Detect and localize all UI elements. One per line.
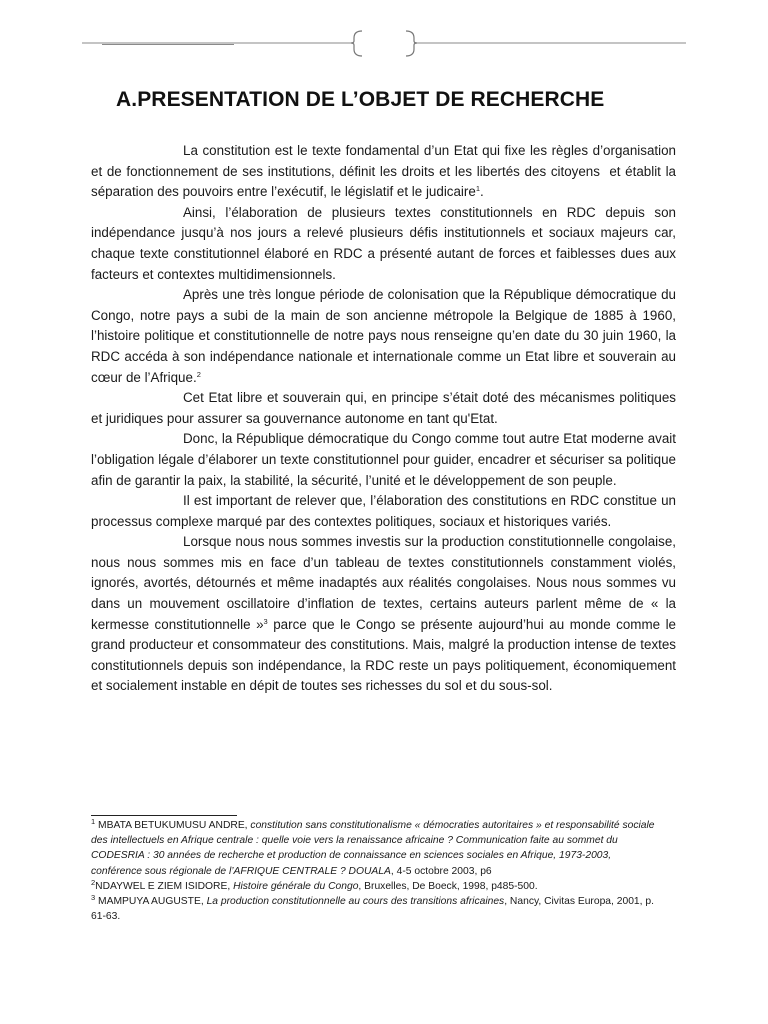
paragraph: Lorsque nous nous sommes investis sur la production constitutionnelle congolaise, nous nous sommes mis en face d’un tableau de textes constitutionnels constamment violés, ignorés, avortés, détournés et même inadaptés aux réalités congolaises. Nous nous sommes vu dans un mouvement oscillatoire d’inflation de textes, certains auteurs parlent même de « la kermesse constitutionnelle »$^3$ parce que le Congo se présente aujourd’hui au monde comme le grand producteur et consommateur des constitutions. Mais, malgré la production intense de textes constitutionnels depuis son indépendance, la RDC reste un pays politiquement, économiquement et socialement instable en dépit de toutes ses richesses du sol et du sous-sol.: [91, 534, 676, 694]
footnote-separator: [91, 815, 237, 816]
footnote-ref: 1: [475, 184, 480, 194]
footnote: $^3$ MAMPUYA AUGUSTE, La production constitutionnelle au cours des transitions africaines, Nancy, Civitas Europa, 2001, p. 61-63.: [91, 893, 654, 923]
paragraph: Cet Etat libre et souverain qui, en principe s’était doté des mécanismes politiques et juridiques pour assurer sa gouvernance autonome en tant qu'Etat.: [91, 390, 676, 426]
footnote: $^2$NDAYWEL E ZIEM ISIDORE, Histoire générale du Congo, Bruxelles, De Boeck, 1998, p485-500.: [91, 877, 538, 892]
paragraph: Il est important de relever que, l’élaboration des constitutions en RDC constitue un processus complexe marqué par des contextes politiques, sociaux et historiques variés.: [91, 493, 676, 529]
section-title: A.PRESENTATION DE L’OBJET DE RECHERCHE: [116, 88, 605, 111]
header-divider-ornament: [82, 26, 686, 60]
footnotes: [91, 818, 661, 924]
footnote: $^1$ MBATA BETUKUMUSU ANDRE, constitution sans constitutionalisme « démocraties autoritaires » et responsabilité sociale des intellectuels en Afrique centrale : quelle voie vers la renaissance africaine ? Communication faite au sommet du CODESRIA : 30 années de recherche et production de connaissance en sciences sociales en Afrique, 1973-2003, conférence sous régionale de l’AFRIQUE CENTRALE ? DOUALA, 4-5 octobre 2003, p6: [91, 817, 655, 877]
body-text: [91, 141, 676, 697]
paragraph: Donc, la République démocratique du Congo comme tout autre Etat moderne avait l’obligation légale d’élaborer un texte constitutionnel pour guider, encadrer et sécuriser sa politique afin de garantir la paix, la stabilité, la sécurité, l’unité et le développement de son peuple.: [91, 431, 676, 488]
footnote-ref: 3: [263, 616, 268, 626]
paragraph: Ainsi, l’élaboration de plusieurs textes constitutionnels en RDC depuis son indépendance jusqu’à nos jours a relevé plusieurs défis institutionnels et sociaux majeurs car, chaque texte constitutionnel élaboré en RDC a présenté autant de forces et faiblesses dues aux facteurs et contextes multidimensionnels.: [91, 204, 676, 282]
paragraph: La constitution est le texte fondamental d’un Etat qui fixe les règles d’organisation et de fonctionnement de ses institutions, définit les droits et les libertés des citoyens et établit la séparation des pouvoirs entre l’exécutif, le législatif et le judicaire$^1$.: [91, 143, 676, 200]
paragraph: Après une très longue période de colonisation que la République démocratique du Congo, notre pays a subi de la main de son ancienne métropole la Belgique de 1885 à 1960, l’histoire politique et constitutionnelle de notre pays nous renseigne qu’en date du 30 juin 1960, la RDC accéda à son indépendance nationale et internationale comme un Etat libre et souverain au cœur de l’Afrique.$^2$: [91, 287, 676, 385]
footnote-ref: 2: [196, 369, 201, 379]
